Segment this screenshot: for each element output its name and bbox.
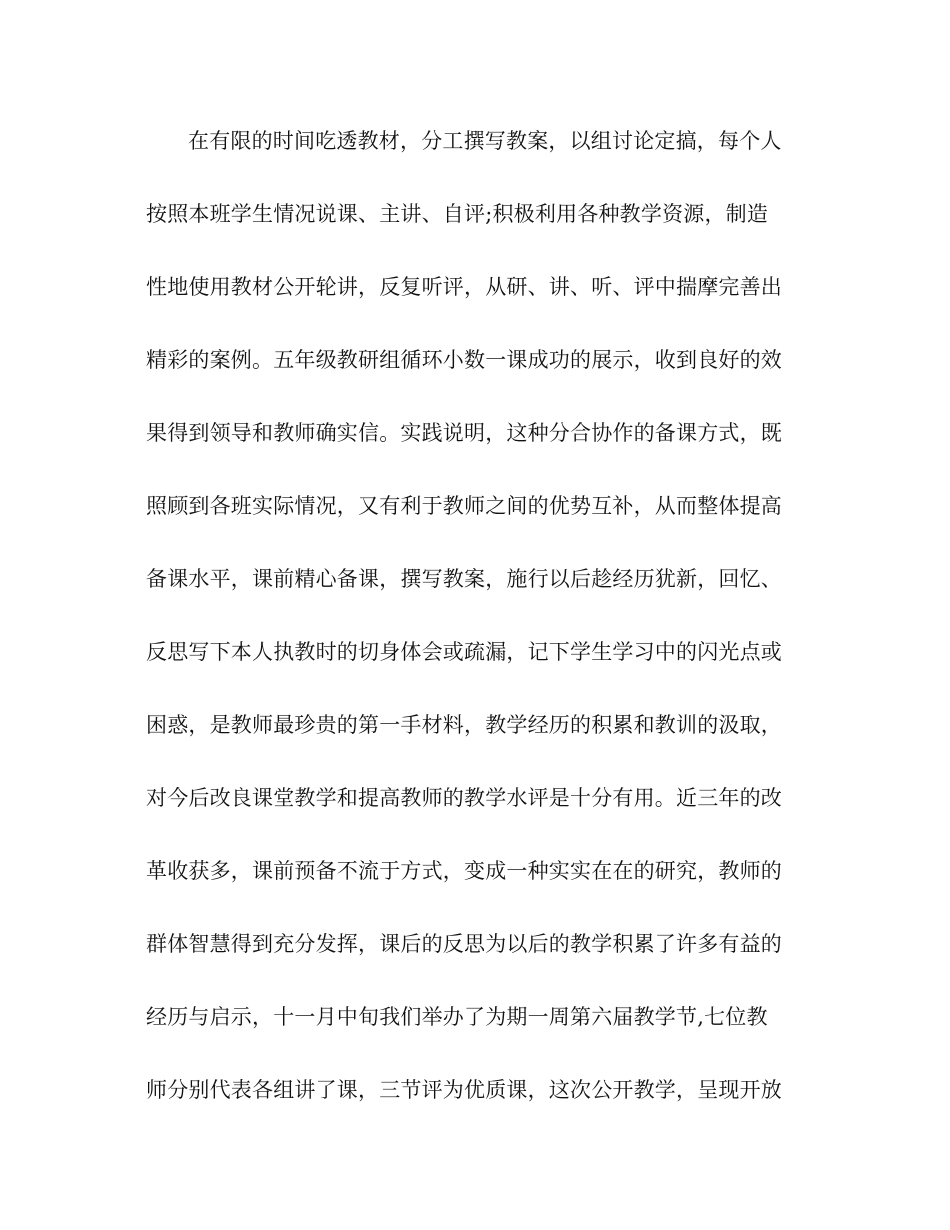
paragraph-line: 果得到领导和教师确实信。实践说明，这种分合协作的备课方式，既 xyxy=(146,421,782,445)
paragraph-line: 经历与启示，十一月中旬我们举办了为期一周第六届教学节,七位教 xyxy=(146,1005,768,1029)
paragraph-line: 师分别代表各组讲了课，三节评为优质课，这次公开教学，呈现开放 xyxy=(146,1078,782,1102)
paragraph-line: 革收获多，课前预备不流于方式，变成一种实实在在的研究，教师的 xyxy=(146,859,782,883)
paragraph-line: 对今后改良课堂教学和提高教师的教学水评是十分有用。近三年的改 xyxy=(146,786,782,810)
paragraph-line: 按照本班学生情况说课、主讲、自评;积极利用各种教学资源，制造 xyxy=(146,202,769,226)
paragraph-line: 精彩的案例。五年级教研组循环小数一课成功的展示，收到良好的效 xyxy=(146,348,782,372)
paragraph-line: 备课水平，课前精心备课，撰写教案，施行以后趁经历犹新，回忆、 xyxy=(146,567,782,591)
paragraph-line: 在有限的时间吃透教材，分工撰写教案，以组讨论定搞，每个人 xyxy=(188,129,782,153)
paragraph-line: 反思写下本人执教时的切身体会或疏漏，记下学生学习中的闪光点或 xyxy=(146,640,782,664)
paragraph-line: 困惑，是教师最珍贵的第一手材料，教学经历的积累和教训的汲取， xyxy=(146,713,782,737)
paragraph-line: 性地使用教材公开轮讲，反复听评，从研、讲、听、评中揣摩完善出 xyxy=(146,275,782,299)
paragraph-line: 群体智慧得到充分发挥，课后的反思为以后的教学积累了许多有益的 xyxy=(146,932,782,956)
paragraph-line: 照顾到各班实际情况，又有利于教师之间的优势互补，从而整体提高 xyxy=(146,494,782,518)
